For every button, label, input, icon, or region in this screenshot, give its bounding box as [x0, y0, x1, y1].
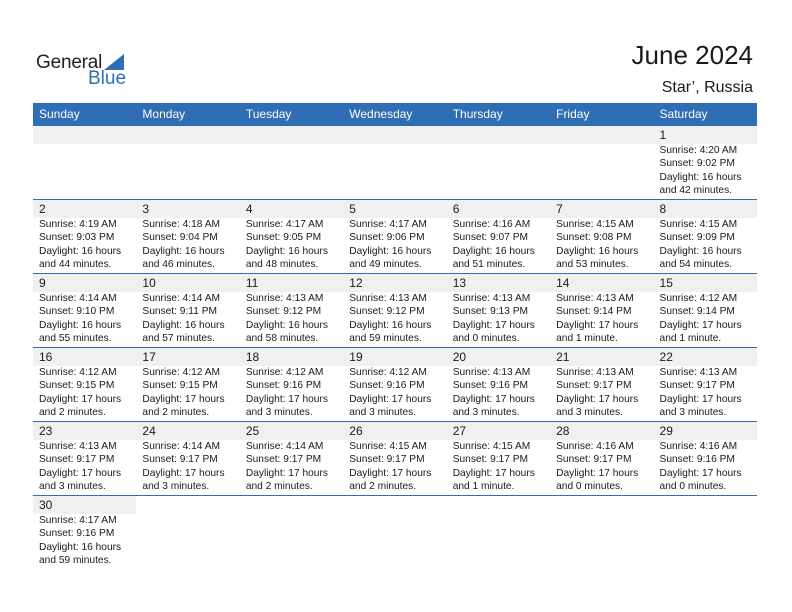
day-sun-info — [33, 440, 136, 494]
day-info-line: Sunset: 9:17 PM — [349, 454, 425, 466]
day-info-line: Sunset: 9:17 PM — [142, 454, 218, 466]
day-number: 18 — [240, 348, 343, 366]
day-number: 22 — [654, 348, 757, 366]
day-info-line: and 3 minutes. — [452, 407, 520, 419]
logo — [36, 52, 136, 92]
day-info-line: Daylight: 17 hours — [39, 467, 122, 479]
day-info-line: Daylight: 16 hours — [245, 245, 328, 257]
day-info-line: Sunset: 9:17 PM — [245, 454, 322, 466]
day-cell — [343, 422, 446, 495]
day-number — [136, 126, 239, 144]
day-info-line: Sunrise: 4:12 AM — [245, 367, 324, 378]
day-number: 30 — [33, 496, 136, 514]
day-cell — [550, 348, 653, 421]
day-sun-info — [550, 292, 653, 346]
day-cell — [33, 200, 136, 273]
day-number: 28 — [550, 422, 653, 440]
day-info-line: Sunrise: 4:14 AM — [39, 293, 117, 304]
day-info-line: Sunrise: 4:15 AM — [556, 219, 634, 230]
day-info-line: Sunrise: 4:13 AM — [245, 293, 324, 304]
day-info-line: Sunrise: 4:14 AM — [142, 441, 221, 452]
day-cell — [447, 348, 550, 421]
day-cell — [343, 274, 446, 347]
day-info-line: Daylight: 17 hours — [659, 319, 742, 331]
day-info-line: Daylight: 16 hours — [556, 245, 639, 257]
page-title: June 2024 — [631, 40, 753, 70]
day-info-line: Sunset: 9:07 PM — [452, 232, 529, 244]
logo-word-blue: Blue — [88, 68, 127, 89]
day-info-line: and 42 minutes. — [659, 185, 733, 197]
day-info-line: Daylight: 16 hours — [39, 245, 122, 257]
day-info-line: and 59 minutes. — [39, 555, 112, 567]
day-info-line: Daylight: 17 hours — [556, 467, 639, 479]
day-number — [240, 126, 343, 144]
day-cell — [447, 274, 550, 347]
day-info-line: Sunset: 9:05 PM — [245, 232, 322, 244]
day-number: 2 — [33, 200, 136, 218]
day-sun-info — [33, 514, 136, 568]
day-info-line: and 51 minutes. — [452, 259, 526, 271]
day-info-line: and 48 minutes. — [245, 259, 319, 271]
day-sun-info — [240, 292, 343, 346]
day-number: 27 — [447, 422, 550, 440]
day-info-line: and 2 minutes. — [349, 481, 417, 493]
day-info-line: and 1 minute. — [659, 333, 722, 345]
day-info-line: and 3 minutes. — [39, 481, 106, 493]
day-info-line: Daylight: 17 hours — [556, 393, 639, 405]
day-number: 6 — [447, 200, 550, 218]
logo-word-general: General — [36, 52, 103, 73]
day-number: 13 — [447, 274, 550, 292]
day-info-line: Sunrise: 4:20 AM — [659, 145, 738, 156]
calendar-week-row — [33, 347, 757, 421]
day-info-line: Sunset: 9:16 PM — [245, 380, 322, 392]
day-info-line: Sunrise: 4:13 AM — [556, 293, 634, 304]
day-sun-info — [136, 218, 239, 272]
day-info-line: Daylight: 16 hours — [452, 245, 535, 257]
day-info-line: Sunset: 9:17 PM — [556, 380, 632, 392]
day-info-line: Daylight: 17 hours — [659, 393, 742, 405]
day-number: 25 — [240, 422, 343, 440]
day-sun-info — [654, 292, 757, 346]
day-info-line: Sunset: 9:16 PM — [452, 380, 529, 392]
day-info-line: Sunrise: 4:15 AM — [659, 219, 738, 230]
day-cell — [447, 422, 550, 495]
day-cell — [654, 348, 757, 421]
day-sun-info — [33, 366, 136, 420]
day-info-line: Sunset: 9:02 PM — [659, 158, 735, 170]
day-info-line: and 1 minute. — [452, 481, 515, 493]
day-info-line: Daylight: 16 hours — [39, 319, 122, 331]
day-cell — [136, 126, 239, 199]
day-info-line: Daylight: 17 hours — [142, 467, 225, 479]
day-info-line: and 53 minutes. — [556, 259, 629, 271]
weekday-header-thursday: Thursday — [452, 107, 503, 121]
day-number: 23 — [33, 422, 136, 440]
day-info-line: Sunrise: 4:12 AM — [659, 293, 738, 304]
day-info-line: Sunrise: 4:19 AM — [39, 219, 117, 230]
day-info-line: Sunset: 9:13 PM — [452, 306, 529, 318]
day-info-line: Sunset: 9:12 PM — [245, 306, 322, 318]
day-cell — [33, 348, 136, 421]
day-number — [343, 126, 446, 144]
calendar-week-row — [33, 421, 757, 495]
day-info-line: Sunrise: 4:13 AM — [556, 367, 634, 378]
day-info-line: Sunset: 9:15 PM — [39, 380, 115, 392]
calendar-week-row — [33, 273, 757, 347]
day-number: 11 — [240, 274, 343, 292]
day-info-line: Daylight: 17 hours — [245, 393, 328, 405]
day-info-line: Sunset: 9:08 PM — [556, 232, 632, 244]
day-info-line: Sunrise: 4:17 AM — [349, 219, 427, 230]
day-cell — [654, 126, 757, 199]
day-info-line: Sunrise: 4:14 AM — [142, 293, 221, 304]
day-sun-info — [240, 440, 343, 494]
calendar-week-row — [33, 199, 757, 273]
day-info-line: and 49 minutes. — [349, 259, 422, 271]
day-info-line: Sunrise: 4:13 AM — [452, 293, 531, 304]
day-number: 14 — [550, 274, 653, 292]
day-cell — [240, 274, 343, 347]
day-info-line: and 3 minutes. — [349, 407, 417, 419]
day-info-line: Sunrise: 4:18 AM — [142, 219, 221, 230]
day-info-line: and 2 minutes. — [142, 407, 210, 419]
day-cell — [136, 200, 239, 273]
weekday-header-friday: Friday — [556, 107, 590, 121]
day-cell — [240, 422, 343, 495]
day-info-line: Sunrise: 4:16 AM — [556, 441, 634, 452]
day-cell — [654, 496, 757, 569]
day-info-line: Sunrise: 4:15 AM — [452, 441, 531, 452]
day-info-line: and 57 minutes. — [142, 333, 215, 345]
day-sun-info — [343, 218, 446, 272]
weekday-header-row — [33, 103, 757, 126]
day-info-line: Sunset: 9:11 PM — [142, 306, 217, 318]
day-info-line: and 58 minutes. — [245, 333, 319, 345]
location-subtitle: Star’, Russia — [661, 79, 753, 96]
day-info-line: Sunset: 9:14 PM — [556, 306, 632, 318]
calendar-grid — [33, 103, 757, 569]
day-number: 15 — [654, 274, 757, 292]
day-number: 29 — [654, 422, 757, 440]
day-cell — [343, 496, 446, 569]
day-number: 4 — [240, 200, 343, 218]
day-info-line: Daylight: 16 hours — [659, 245, 742, 257]
day-number — [447, 126, 550, 144]
day-cell — [33, 274, 136, 347]
day-info-line: Daylight: 17 hours — [142, 393, 225, 405]
day-cell — [136, 496, 239, 569]
day-number — [33, 126, 136, 144]
day-info-line: Sunset: 9:16 PM — [659, 454, 735, 466]
day-number: 24 — [136, 422, 239, 440]
day-number: 3 — [136, 200, 239, 218]
day-info-line: and 59 minutes. — [349, 333, 422, 345]
day-info-line: and 55 minutes. — [39, 333, 112, 345]
weekday-header-saturday: Saturday — [659, 107, 708, 121]
day-cell — [33, 422, 136, 495]
day-sun-info — [550, 440, 653, 494]
day-number — [343, 496, 446, 514]
day-cell — [550, 274, 653, 347]
day-cell — [654, 422, 757, 495]
day-info-line: Daylight: 17 hours — [452, 393, 535, 405]
day-sun-info — [447, 440, 550, 494]
day-sun-info — [343, 440, 446, 494]
weekday-header-monday: Monday — [142, 107, 186, 121]
day-sun-info — [447, 366, 550, 420]
day-number — [550, 126, 653, 144]
day-info-line: Sunset: 9:17 PM — [659, 380, 735, 392]
day-cell — [136, 348, 239, 421]
day-info-line: Sunset: 9:10 PM — [39, 306, 115, 318]
day-info-line: and 0 minutes. — [452, 333, 520, 345]
day-sun-info — [654, 144, 757, 198]
day-info-line: Daylight: 16 hours — [142, 245, 225, 257]
day-number: 16 — [33, 348, 136, 366]
day-number: 19 — [343, 348, 446, 366]
day-cell — [240, 496, 343, 569]
day-sun-info — [33, 218, 136, 272]
day-sun-info — [33, 292, 136, 346]
day-info-line: and 3 minutes. — [245, 407, 313, 419]
day-cell — [550, 496, 653, 569]
day-cell — [550, 422, 653, 495]
day-number: 20 — [447, 348, 550, 366]
day-sun-info — [240, 218, 343, 272]
day-info-line: Sunset: 9:16 PM — [39, 528, 115, 540]
day-number: 17 — [136, 348, 239, 366]
day-info-line: Daylight: 17 hours — [556, 319, 639, 331]
day-info-line: Daylight: 16 hours — [142, 319, 225, 331]
day-info-line: and 3 minutes. — [142, 481, 210, 493]
day-info-line: Sunrise: 4:12 AM — [142, 367, 221, 378]
day-cell — [447, 496, 550, 569]
day-info-line: Sunrise: 4:12 AM — [39, 367, 117, 378]
day-number — [654, 496, 757, 514]
day-info-line: and 54 minutes. — [659, 259, 733, 271]
day-number: 26 — [343, 422, 446, 440]
day-info-line: Sunrise: 4:17 AM — [39, 515, 117, 526]
day-info-line: Sunrise: 4:15 AM — [349, 441, 427, 452]
day-cell — [550, 126, 653, 199]
day-cell — [343, 200, 446, 273]
day-number — [136, 496, 239, 514]
day-info-line: Sunset: 9:04 PM — [142, 232, 218, 244]
day-cell — [550, 200, 653, 273]
day-info-line: Daylight: 17 hours — [349, 467, 432, 479]
day-number: 7 — [550, 200, 653, 218]
day-sun-info — [136, 440, 239, 494]
day-cell — [136, 274, 239, 347]
day-sun-info — [240, 366, 343, 420]
day-sun-info — [654, 218, 757, 272]
day-sun-info — [447, 292, 550, 346]
day-info-line: Sunset: 9:17 PM — [556, 454, 632, 466]
day-info-line: Sunset: 9:03 PM — [39, 232, 115, 244]
day-sun-info — [343, 366, 446, 420]
day-number: 1 — [654, 126, 757, 144]
day-number: 21 — [550, 348, 653, 366]
day-info-line: and 44 minutes. — [39, 259, 112, 271]
day-info-line: Sunrise: 4:17 AM — [245, 219, 324, 230]
day-info-line: Daylight: 17 hours — [349, 393, 432, 405]
day-sun-info — [343, 292, 446, 346]
day-info-line: Daylight: 17 hours — [39, 393, 122, 405]
day-info-line: Daylight: 16 hours — [349, 319, 432, 331]
day-info-line: Sunrise: 4:13 AM — [349, 293, 427, 304]
day-info-line: Sunrise: 4:13 AM — [39, 441, 117, 452]
day-info-line: Sunset: 9:09 PM — [659, 232, 735, 244]
day-info-line: Daylight: 16 hours — [245, 319, 328, 331]
day-info-line: Sunset: 9:06 PM — [349, 232, 425, 244]
day-number: 9 — [33, 274, 136, 292]
day-number: 10 — [136, 274, 239, 292]
day-info-line: Sunrise: 4:14 AM — [245, 441, 324, 452]
day-cell — [33, 496, 136, 569]
day-info-line: Daylight: 17 hours — [452, 319, 535, 331]
day-info-line: Sunset: 9:14 PM — [659, 306, 735, 318]
calendar-weeks — [33, 126, 757, 569]
day-info-line: and 3 minutes. — [556, 407, 623, 419]
day-info-line: Daylight: 17 hours — [659, 467, 742, 479]
day-number — [550, 496, 653, 514]
weekday-header-sunday: Sunday — [39, 107, 80, 121]
day-sun-info — [136, 292, 239, 346]
day-info-line: Sunrise: 4:16 AM — [452, 219, 531, 230]
day-cell — [240, 200, 343, 273]
day-info-line: Sunset: 9:17 PM — [452, 454, 529, 466]
day-info-line: Sunset: 9:16 PM — [349, 380, 425, 392]
day-info-line: and 2 minutes. — [39, 407, 106, 419]
day-sun-info — [550, 366, 653, 420]
day-sun-info — [136, 366, 239, 420]
day-sun-info — [654, 440, 757, 494]
day-sun-info — [447, 218, 550, 272]
day-cell — [33, 126, 136, 199]
day-info-line: Sunrise: 4:13 AM — [452, 367, 531, 378]
day-info-line: and 3 minutes. — [659, 407, 727, 419]
calendar-week-row — [33, 126, 757, 199]
day-number — [240, 496, 343, 514]
day-info-line: Sunset: 9:15 PM — [142, 380, 218, 392]
day-info-line: Sunrise: 4:16 AM — [659, 441, 738, 452]
day-number: 8 — [654, 200, 757, 218]
calendar-week-row — [33, 495, 757, 569]
day-cell — [447, 126, 550, 199]
day-info-line: Sunset: 9:17 PM — [39, 454, 115, 466]
day-sun-info — [550, 218, 653, 272]
day-info-line: Daylight: 16 hours — [39, 541, 122, 553]
day-info-line: Sunrise: 4:12 AM — [349, 367, 427, 378]
day-cell — [240, 126, 343, 199]
day-info-line: and 0 minutes. — [556, 481, 623, 493]
day-info-line: and 46 minutes. — [142, 259, 215, 271]
weekday-header-tuesday: Tuesday — [245, 107, 292, 121]
day-number: 5 — [343, 200, 446, 218]
day-info-line: Sunset: 9:12 PM — [349, 306, 425, 318]
day-cell — [343, 126, 446, 199]
day-info-line: Daylight: 16 hours — [349, 245, 432, 257]
day-info-line: Sunrise: 4:13 AM — [659, 367, 738, 378]
weekday-header-wednesday: Wednesday — [349, 107, 413, 121]
day-cell — [654, 274, 757, 347]
day-cell — [240, 348, 343, 421]
day-info-line: Daylight: 16 hours — [659, 171, 742, 183]
day-cell — [447, 200, 550, 273]
day-info-line: Daylight: 17 hours — [245, 467, 328, 479]
day-cell — [343, 348, 446, 421]
day-info-line: and 1 minute. — [556, 333, 618, 345]
day-cell — [654, 200, 757, 273]
day-info-line: and 2 minutes. — [245, 481, 313, 493]
day-info-line: Daylight: 17 hours — [452, 467, 535, 479]
day-sun-info — [654, 366, 757, 420]
day-number: 12 — [343, 274, 446, 292]
day-number — [447, 496, 550, 514]
day-info-line: and 0 minutes. — [659, 481, 727, 493]
day-cell — [136, 422, 239, 495]
